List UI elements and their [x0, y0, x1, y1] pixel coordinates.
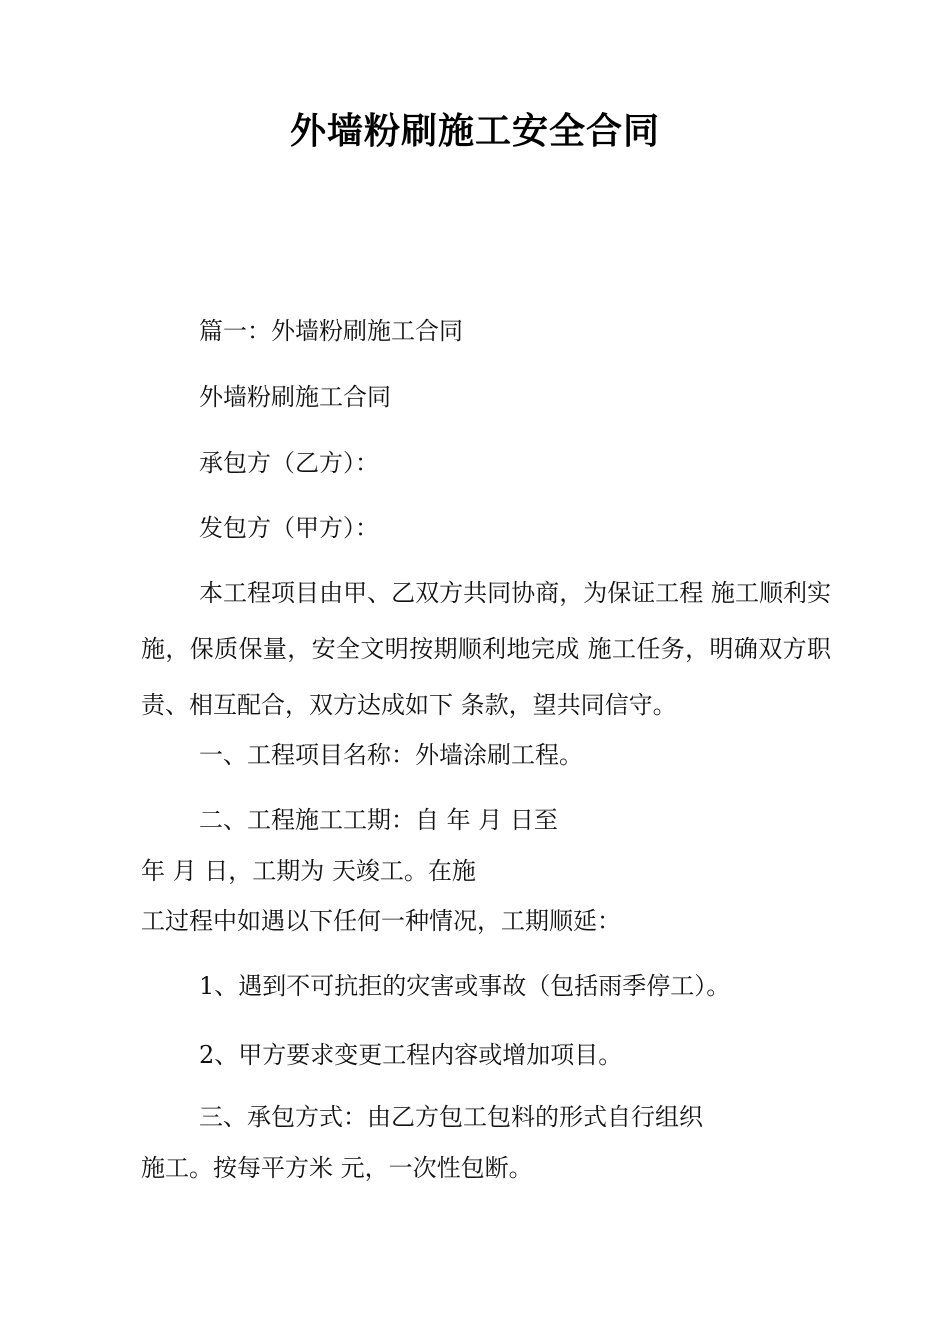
clause-schedule-line-2: 年 月 日，工期为 天竣工。在施 — [141, 857, 476, 885]
contract-subtitle: 外墙粉刷施工合同 — [199, 383, 391, 411]
extension-item-1: 1、遇到不可抗拒的灾害或事故（包括雨季停工）。 — [199, 972, 731, 1000]
clause-contract-mode-line-1: 三、承包方式：由乙方包工包料的形式自行组织 — [199, 1103, 703, 1131]
intro-paragraph: 本工程项目由甲、乙双方共同协商，为保证工程 施工顺利实施，保质保量，安全文明按期顺利地完成 施工任务，明确双方职责、相互配合，双方达成如下 条款，望共同信守。 — [141, 579, 831, 719]
contractor-line: 承包方（乙方）： — [199, 449, 379, 477]
clause-schedule-line-3: 工过程中如遇以下任何一种情况，工期顺延： — [141, 907, 621, 935]
document-title: 外墙粉刷施工安全合同 — [289, 111, 660, 152]
clause-contract-mode-line-2: 施工。按每平方米 元，一次性包断。 — [141, 1154, 533, 1182]
clause-schedule-line-1: 二、工程施工工期：自 年 月 日至 — [199, 806, 558, 834]
extension-item-2: 2、甲方要求变更工程内容或增加项目。 — [199, 1041, 623, 1069]
employer-line: 发包方（甲方）： — [199, 514, 379, 542]
clause-project-name: 一、工程项目名称：外墙涂刷工程。 — [199, 741, 583, 769]
part-heading: 篇一：外墙粉刷施工合同 — [199, 317, 463, 345]
